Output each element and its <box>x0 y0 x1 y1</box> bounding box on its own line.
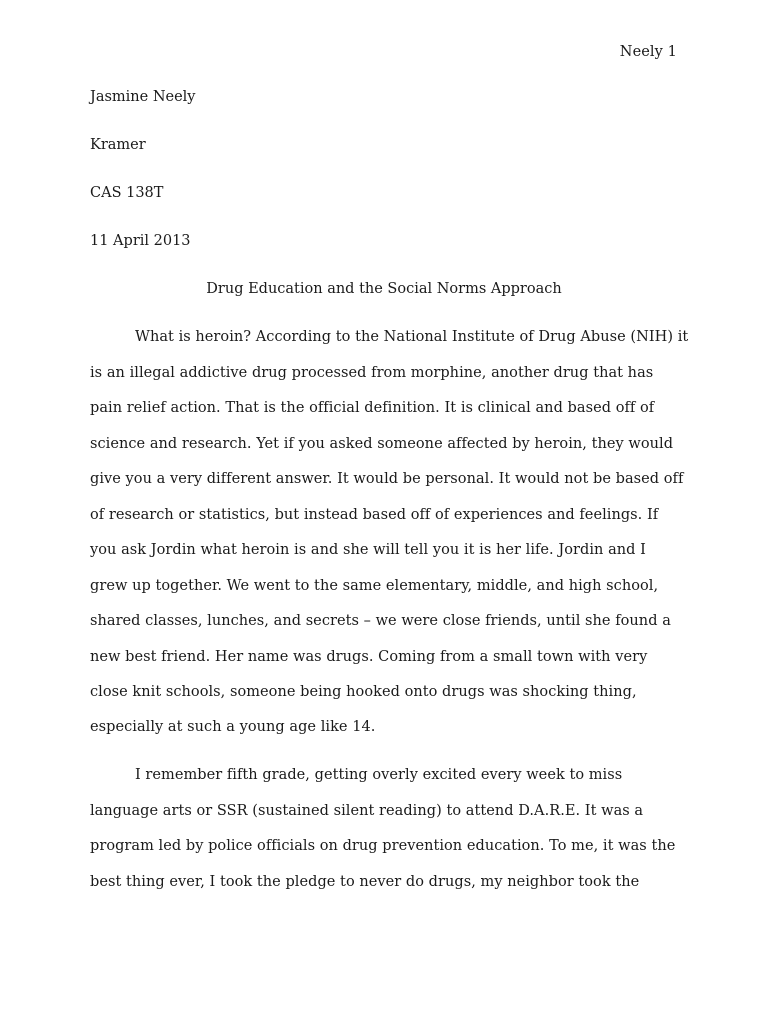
course-name: CAS 138T <box>90 185 164 201</box>
paragraph-line: of research or statistics, but instead based off of experiences and feelings. If <box>90 507 659 523</box>
paragraph-line: language arts or SSR (sustained silent reading) to attend D.A.R.E. It was a <box>90 803 644 819</box>
paragraph-line: best thing ever, I took the pledge to never do drugs, my neighbor took the <box>90 874 640 890</box>
paragraph-line: new best friend. Her name was drugs. Coming from a small town with very <box>90 649 648 665</box>
paragraph-line: science and research. Yet if you asked someone affected by heroin, they would <box>90 436 674 452</box>
paragraph-line: shared classes, lunches, and secrets – we were close friends, until she found a <box>90 613 671 629</box>
paragraph-line: you ask Jordin what heroin is and she will tell you it is her life. Jordin and I <box>90 542 646 558</box>
paragraph-line: What is heroin? According to the National Institute of Drug Abuse (NIH) it <box>135 329 689 345</box>
paragraph-line: close knit schools, someone being hooked onto drugs was shocking thing, <box>90 684 637 700</box>
author-name: Jasmine Neely <box>90 89 196 105</box>
essay-date: 11 April 2013 <box>90 233 191 249</box>
paragraph-line: especially at such a young age like 14. <box>90 719 376 735</box>
paragraph-line: give you a very different answer. It would be personal. It would not be based off <box>90 471 684 487</box>
paragraph-line: pain relief action. That is the official definition. It is clinical and based off of <box>90 400 655 416</box>
paragraph-line: program led by police officials on drug prevention education. To me, it was the <box>90 838 676 854</box>
essay-title: Drug Education and the Social Norms Approach <box>206 281 562 297</box>
paragraph-line: I remember fifth grade, getting overly excited every week to miss <box>135 767 623 783</box>
running-head: Neely 1 <box>619 44 677 60</box>
paragraph-line: grew up together. We went to the same elementary, middle, and high school, <box>90 578 659 594</box>
instructor-name: Kramer <box>90 137 146 153</box>
paragraph-line: is an illegal addictive drug processed from morphine, another drug that has <box>90 365 654 381</box>
